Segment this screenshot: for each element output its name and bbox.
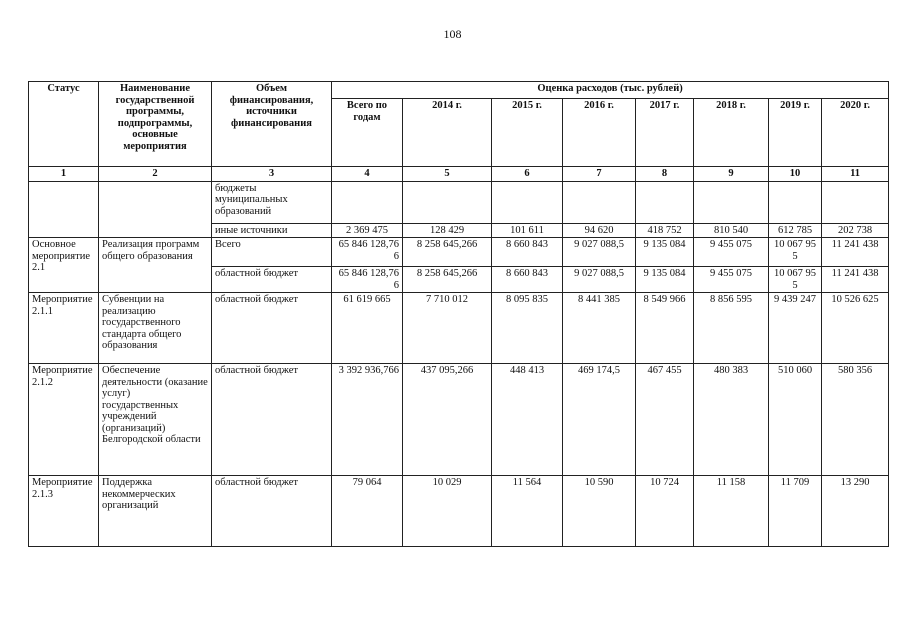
value-cell: 10 067 955: [769, 267, 822, 293]
header-total: Всего по годам: [332, 99, 403, 167]
name-cell: Реализация программ общего образования: [99, 238, 212, 293]
source-cell: областной бюджет: [212, 293, 332, 364]
value-cell: 580 356: [822, 364, 889, 476]
value-cell: 94 620: [563, 223, 636, 238]
source-cell: областной бюджет: [212, 476, 332, 547]
value-cell: 9 455 075: [694, 267, 769, 293]
column-number: 2: [99, 167, 212, 182]
value-cell: 65 846 128,766: [332, 267, 403, 293]
name-cell: Обеспечение деятельности (оказание услуг) государственных учреждений (организаций) Белгородской области: [99, 364, 212, 476]
value-cell: 10 590: [563, 476, 636, 547]
source-cell: иные источники: [212, 223, 332, 238]
value-cell: 7 710 012: [403, 293, 492, 364]
header-name: Наименование государственной программы, подпрограммы, основные мероприятия: [99, 82, 212, 167]
value-cell: 9 135 084: [636, 238, 694, 267]
value-cell: 418 752: [636, 223, 694, 238]
header-row: [29, 82, 889, 99]
value-cell: 810 540: [694, 223, 769, 238]
status-cell: Мероприятие 2.1.2: [29, 364, 99, 476]
value-cell: 3 392 936,766: [332, 364, 403, 476]
value-cell: 10 724: [636, 476, 694, 547]
column-number: 10: [769, 167, 822, 182]
table-row: [29, 293, 889, 364]
value-cell: 8 660 843: [492, 267, 563, 293]
status-cell: Основное мероприятие 2.1: [29, 238, 99, 293]
column-number: 8: [636, 167, 694, 182]
value-cell: [563, 181, 636, 223]
source-cell: бюджеты муниципальных образований: [212, 181, 332, 223]
value-cell: 469 174,5: [563, 364, 636, 476]
header-year: 2018 г.: [694, 99, 769, 167]
value-cell: 8 258 645,266: [403, 238, 492, 267]
value-cell: 9 027 088,5: [563, 267, 636, 293]
header-year: 2020 г.: [822, 99, 889, 167]
value-cell: 128 429: [403, 223, 492, 238]
value-cell: [492, 181, 563, 223]
value-cell: [636, 181, 694, 223]
value-cell: 10 029: [403, 476, 492, 547]
value-cell: 10 067 955: [769, 238, 822, 267]
source-cell: Всего: [212, 238, 332, 267]
status-cell: Мероприятие 2.1.1: [29, 293, 99, 364]
header-year: 2019 г.: [769, 99, 822, 167]
value-cell: 8 660 843: [492, 238, 563, 267]
value-cell: 202 738: [822, 223, 889, 238]
status-cell: Мероприятие 2.1.3: [29, 476, 99, 547]
table-row: [29, 476, 889, 547]
value-cell: [769, 181, 822, 223]
column-number: 6: [492, 167, 563, 182]
table-row: [29, 364, 889, 476]
value-cell: 10 526 625: [822, 293, 889, 364]
source-cell: областной бюджет: [212, 267, 332, 293]
source-cell: областной бюджет: [212, 364, 332, 476]
value-cell: 510 060: [769, 364, 822, 476]
column-number: 7: [563, 167, 636, 182]
value-cell: 9 027 088,5: [563, 238, 636, 267]
column-number: 4: [332, 167, 403, 182]
value-cell: 8 549 966: [636, 293, 694, 364]
value-cell: 612 785: [769, 223, 822, 238]
value-cell: 9 135 084: [636, 267, 694, 293]
value-cell: [694, 181, 769, 223]
value-cell: 8 258 645,266: [403, 267, 492, 293]
name-cell: [99, 181, 212, 238]
column-number: 9: [694, 167, 769, 182]
value-cell: 9 439 247: [769, 293, 822, 364]
value-cell: [403, 181, 492, 223]
header-estimate: Оценка расходов (тыс. рублей): [332, 82, 889, 99]
value-cell: 9 455 075: [694, 238, 769, 267]
value-cell: 467 455: [636, 364, 694, 476]
value-cell: 11 241 438: [822, 267, 889, 293]
value-cell: 8 856 595: [694, 293, 769, 364]
value-cell: 11 564: [492, 476, 563, 547]
budget-table: [28, 81, 889, 547]
name-cell: Поддержка некоммерческих организаций: [99, 476, 212, 547]
column-number: 11: [822, 167, 889, 182]
header-year: 2015 г.: [492, 99, 563, 167]
value-cell: 480 383: [694, 364, 769, 476]
value-cell: 61 619 665: [332, 293, 403, 364]
value-cell: 2 369 475: [332, 223, 403, 238]
header-year: 2017 г.: [636, 99, 694, 167]
column-number-row: [29, 167, 889, 182]
table-row: [29, 181, 889, 223]
value-cell: 13 290: [822, 476, 889, 547]
value-cell: [332, 181, 403, 223]
header-volume: Объем финансирования, источники финансирования: [212, 82, 332, 167]
header-status: Статус: [29, 82, 99, 167]
value-cell: 11 709: [769, 476, 822, 547]
column-number: 3: [212, 167, 332, 182]
column-number: 1: [29, 167, 99, 182]
value-cell: 101 611: [492, 223, 563, 238]
value-cell: 11 241 438: [822, 238, 889, 267]
value-cell: 448 413: [492, 364, 563, 476]
value-cell: 8 441 385: [563, 293, 636, 364]
value-cell: 437 095,266: [403, 364, 492, 476]
value-cell: 8 095 835: [492, 293, 563, 364]
table-row: [29, 238, 889, 267]
value-cell: 79 064: [332, 476, 403, 547]
column-number: 5: [403, 167, 492, 182]
value-cell: 11 158: [694, 476, 769, 547]
header-year: 2016 г.: [563, 99, 636, 167]
header-year: 2014 г.: [403, 99, 492, 167]
value-cell: 65 846 128,766: [332, 238, 403, 267]
page-number: 108: [443, 27, 462, 41]
status-cell: [29, 181, 99, 238]
name-cell: Субвенции на реализацию государственного стандарта общего образования: [99, 293, 212, 364]
value-cell: [822, 181, 889, 223]
